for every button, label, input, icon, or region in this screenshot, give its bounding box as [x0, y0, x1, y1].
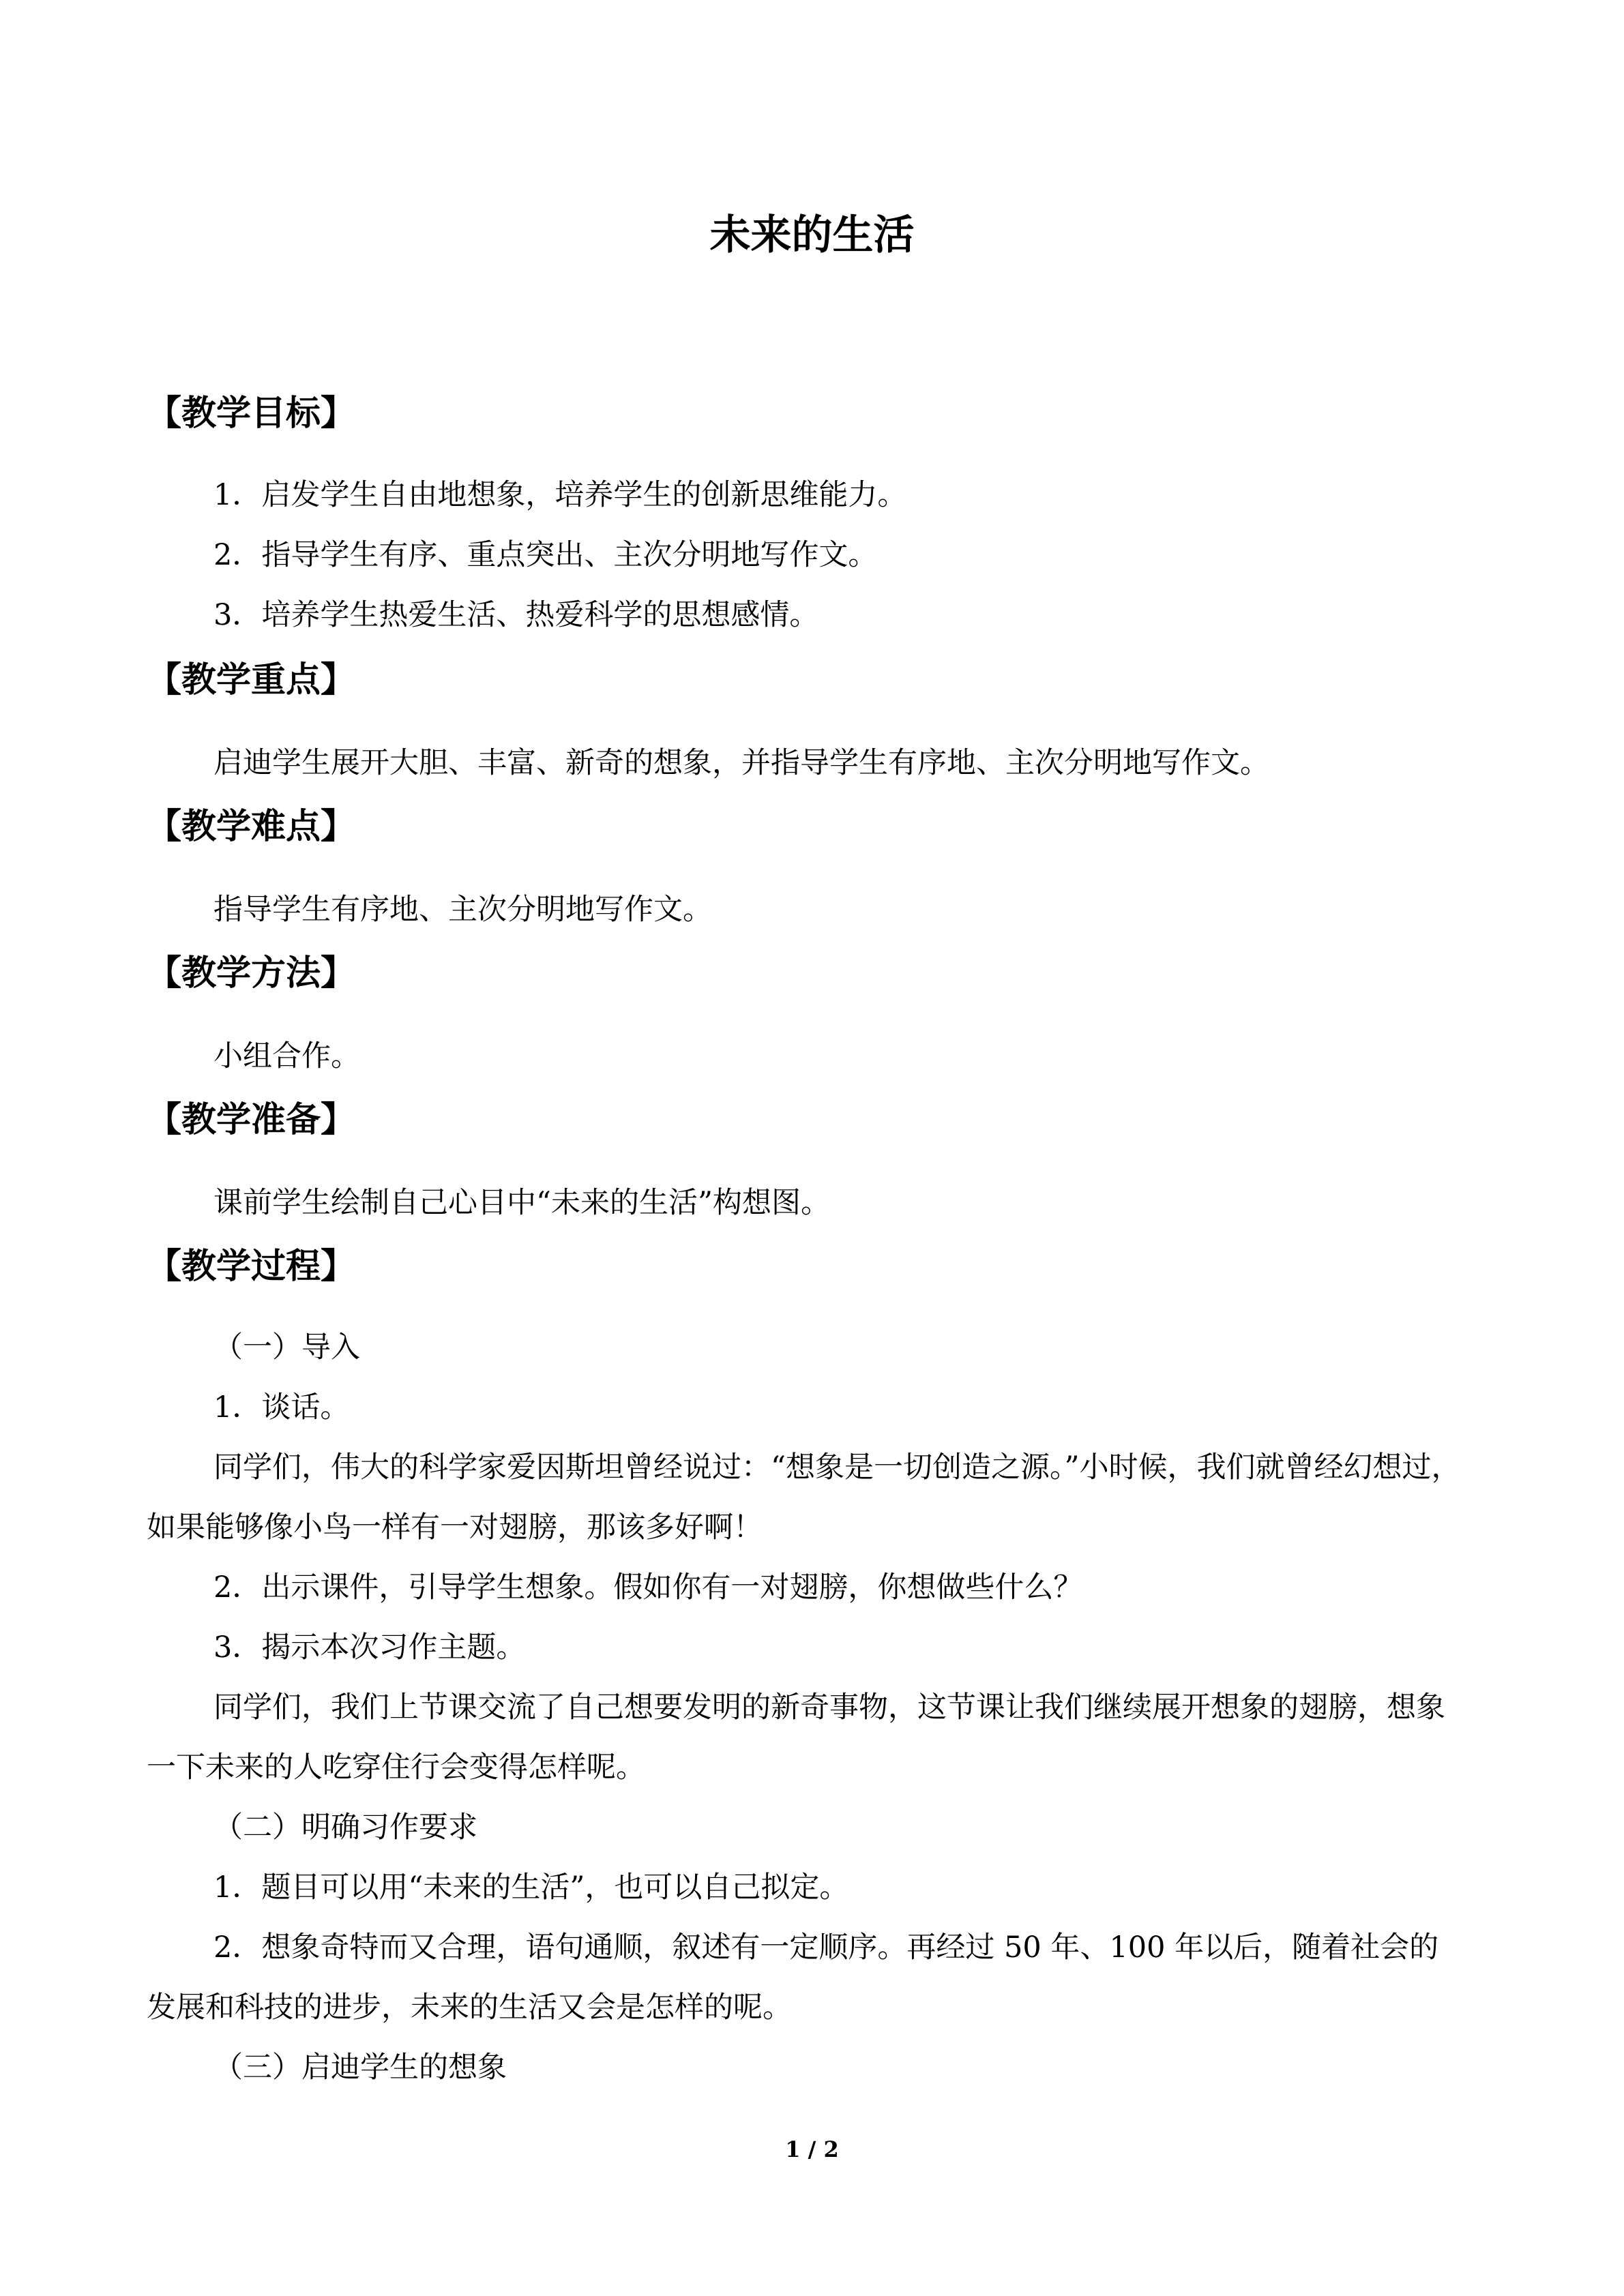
- process-subheading: （二）明确习作要求: [213, 1810, 477, 1845]
- goal-item-3: 3．培养学生热爱生活、热爱科学的思想感情。: [213, 598, 819, 632]
- process-item: 3．揭示本次习作主题。: [213, 1630, 526, 1665]
- section-heading-preparation: 【教学准备】: [147, 1100, 356, 1140]
- page-number: 1 / 2: [785, 2136, 839, 2162]
- process-subheading: （三）启迪学生的想象: [213, 2051, 507, 2085]
- goal-item-1: 1．启发学生自由地想象，培养学生的创新思维能力。: [213, 478, 907, 512]
- difficulty-text: 指导学生有序地、主次分明地写作文。: [213, 893, 712, 927]
- process-paragraph: 2．想象奇特而又合理，语句通顺，叙述有一定顺序。再经过 50 年、100 年以后，随着社会的发展和科技的进步，未来的生活又会是怎样的呢。: [147, 1930, 1439, 2025]
- method-text: 小组合作。: [213, 1039, 360, 1073]
- section-heading-method: 【教学方法】: [147, 953, 356, 994]
- document-title: 未来的生活: [709, 211, 915, 259]
- goal-item-2: 2．指导学生有序、重点突出、主次分明地写作文。: [213, 538, 878, 572]
- section-heading-process: 【教学过程】: [147, 1247, 356, 1287]
- process-item: 1．谈话。: [213, 1390, 350, 1425]
- section-heading-goals: 【教学目标】: [147, 393, 356, 434]
- process-subheading: （一）导入: [213, 1330, 360, 1365]
- key-point-text: 启迪学生展开大胆、丰富、新奇的想象，并指导学生有序地、主次分明地写作文。: [213, 746, 1269, 780]
- process-paragraph: 同学们，伟大的科学家爱因斯坦曾经说过：“想象是一切创造之源。”小时候，我们就曾经幻想过，如果能够像小鸟一样有一对翅膀，那该多好啊！: [147, 1450, 1461, 1545]
- process-item: 1．题目可以用“未来的生活”，也可以自己拟定。: [213, 1870, 849, 1905]
- process-paragraph: 同学们，我们上节课交流了自己想要发明的新奇事物，这节课让我们继续展开想象的翅膀，想象一下未来的人吃穿住行会变得怎样呢。: [147, 1690, 1445, 1785]
- section-heading-key-point: 【教学重点】: [147, 660, 356, 700]
- section-heading-difficulty: 【教学难点】: [147, 807, 356, 847]
- preparation-text: 课前学生绘制自己心目中“未来的生活”构想图。: [213, 1186, 830, 1220]
- process-item: 2．出示课件，引导学生想象。假如你有一对翅膀，你想做些什么？: [213, 1570, 1083, 1605]
